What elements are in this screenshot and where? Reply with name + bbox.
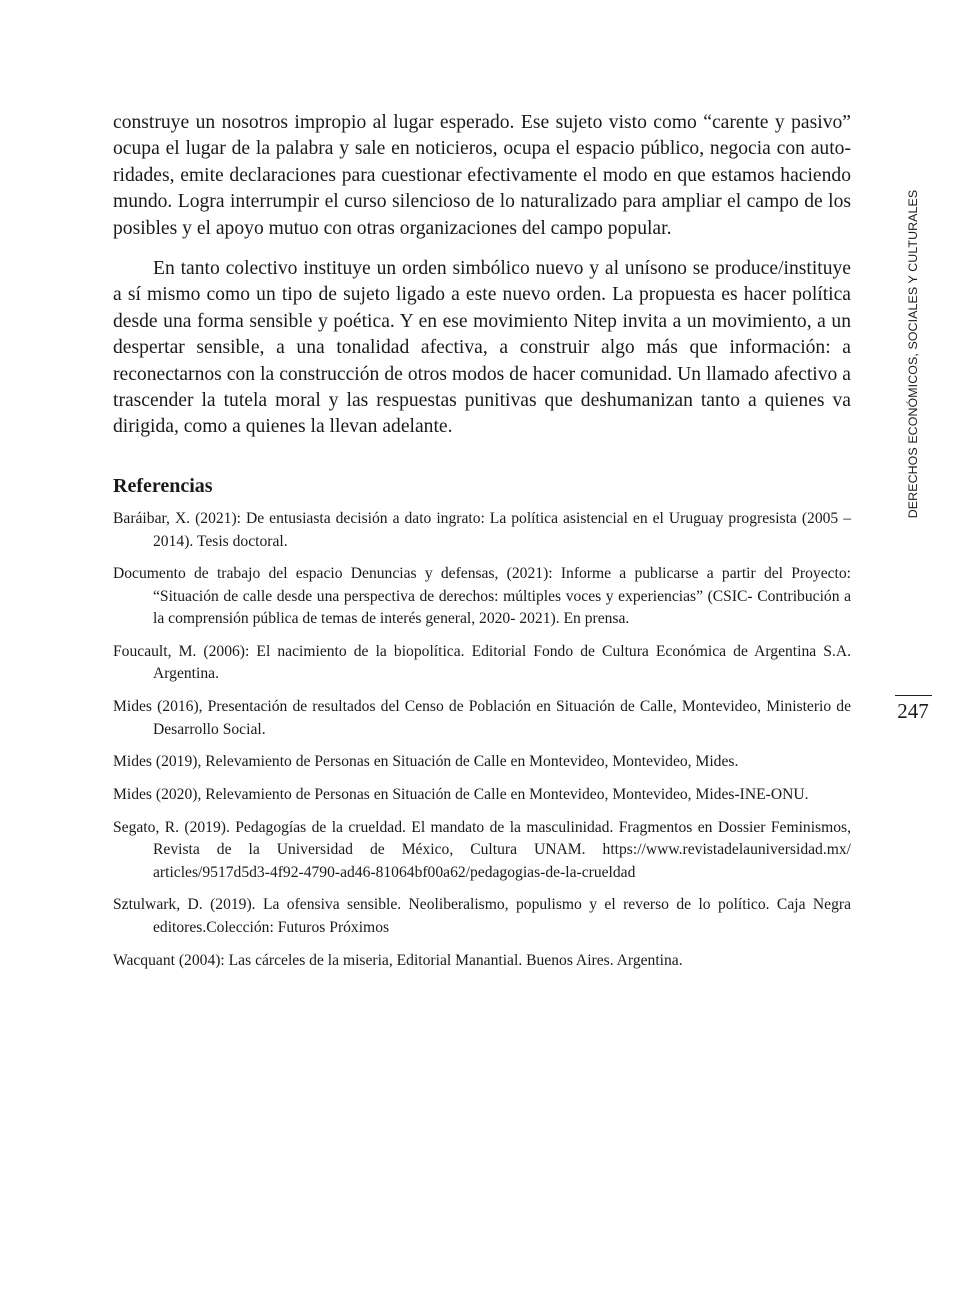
body-paragraph: En tanto colectivo instituye un orden simbólico nuevo y al unísono se produce/instituye a sí mismo como un tipo de sujeto ligado a este nuevo orden. La propuesta es hacer política desde una forma sensible y poética. Y en ese movimiento Nitep invita a un movimiento, a un despertar sensible, a una tonalidad afectiva, a construir algo más que información: a reconectarnos con la construcción de otros modos de hacer comunidad. Un llamado afectivo a trascender la tutela moral y las respuestas punitivas que deshumanizan tanto a quienes va dirigida, como a quienes la llevan adelante. (113, 258, 851, 438)
references-section (113, 472, 851, 982)
reference-item: Baráibar, X. (2021): De entusiasta decisión a dato ingrato: La política asistencial en el Uruguay progresista (2005 – 2014). Tesis doctoral. (113, 510, 851, 550)
running-header-vertical (902, 189, 924, 519)
page-number-rule (895, 695, 932, 696)
reference-item: Segato, R. (2019). Pedagogías de la crueldad. El mandato de la masculinidad. Fragmentos en Dossier Feminismos, Revista de la Universidad de México, Cultura UNAM. https://www.revistadelauniversidad.mx/ articles/9517d5d3-4f92-4790-ad46-81064bf00a62/pedagogias-de-la-crueldad (113, 818, 851, 881)
reference-item: Mides (2016), Presentación de resultados del Censo de Población en Situación de Calle, Montevideo, Ministerio de Desarrollo Social. (113, 698, 851, 738)
body-text (113, 110, 851, 441)
body-paragraph: construye un nosotros impropio al lugar esperado. Ese sujeto visto como “carente y pasivo” ocupa el lugar de la palabra y sale en noticieros, ocupa el espacio público, negocia con autoridades, emite declaraciones para cuestionar efectivamente el modo en que estamos haciendo mundo. Logra interrumpir el curso silencioso de lo naturalizado para ampliar el campo de los posibles y el apoyo mutuo con otras organizaciones del campo popular. (113, 112, 851, 239)
reference-item: Wacquant (2004): Las cárceles de la miseria, Editorial Manantial. Buenos Aires. Argentina. (113, 951, 683, 969)
references-heading: Referencias (113, 475, 213, 497)
running-header-text: DERECHOS ECONÓMICOS, SOCIALES Y CULTURALES (906, 189, 920, 519)
reference-item: Mides (2020), Relevamiento de Personas en Situación de Calle en Montevideo, Montevideo, Mides-INE-ONU. (113, 785, 809, 803)
reference-item: Sztulwark, D. (2019). La ofensiva sensible. Neoliberalismo, populismo y el reverso de lo político. Caja Negra editores.Colección: Futuros Próximos (113, 896, 851, 936)
reference-item: Documento de trabajo del espacio Denuncias y defensas, (2021): Informe a publicarse a partir del Proyecto: “Situación de calle desde una perspectiva de derechos: múltiples voces y experiencias” (CSIC- Contribución a la comprensión pública de temas de interés general, 2020- 2021). En prensa. (113, 565, 851, 628)
page-number: 247 (897, 699, 929, 723)
reference-item: Foucault, M. (2006): El nacimiento de la biopolítica. Editorial Fondo de Cultura Económica de Argentina S.A. Argentina. (113, 642, 851, 683)
reference-item: Mides (2019), Relevamiento de Personas en Situación de Calle en Montevideo, Montevideo, Mides. (113, 753, 739, 771)
reference-list (113, 508, 851, 972)
